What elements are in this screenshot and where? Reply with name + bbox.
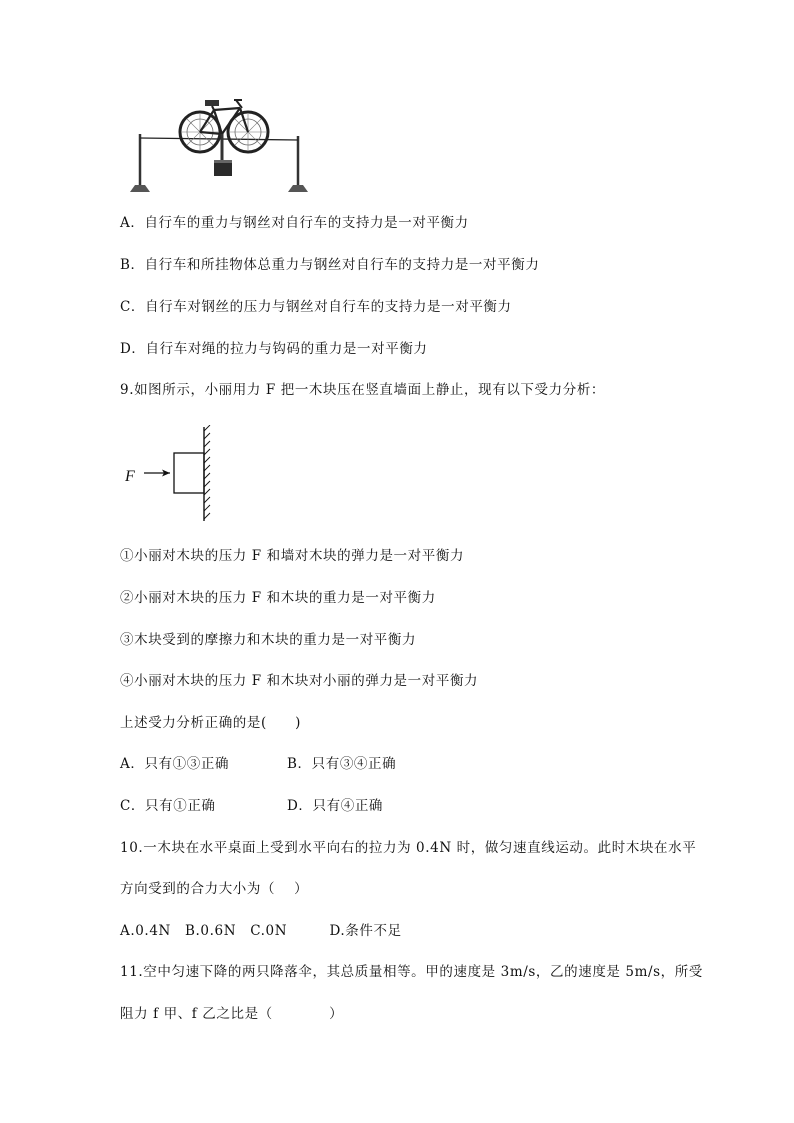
q9-stem: 9.如图所示，小丽用力 F 把一木块压在竖直墙面上静止，现有以下受力分析： — [120, 382, 606, 398]
q10-options: A.0.4N B.0.6N C.0N D.条件不足 — [120, 923, 402, 939]
bicycle-on-wire-figure — [122, 94, 322, 196]
q9-option-a: A．只有①③正确 — [120, 756, 230, 772]
force-label: F — [125, 468, 135, 485]
q8-option-b: B．自行车和所挂物体总重力与钢丝对自行车的支持力是一对平衡力 — [120, 257, 540, 273]
q9-statement-4: ④小丽对木块的压力 F 和木块对小丽的弹力是一对平衡力 — [120, 673, 479, 689]
q8-option-c: C．自行车对钢丝的压力与钢丝对自行车的支持力是一对平衡力 — [120, 299, 512, 315]
q9-statement-2: ②小丽对木块的压力 F 和木块的重力是一对平衡力 — [120, 590, 436, 606]
q9-prompt: 上述受力分析正确的是( ) — [120, 715, 301, 731]
q9-option-c: C．只有①正确 — [120, 798, 216, 814]
q8-option-d: D．自行车对绳的拉力与钩码的重力是一对平衡力 — [120, 341, 428, 357]
q10-stem-line2: 方向受到的合力大小为（ ） — [120, 881, 309, 897]
q9-option-d: D．只有④正确 — [287, 798, 384, 814]
q8-option-a: A．自行车的重力与钢丝对自行车的支持力是一对平衡力 — [120, 215, 469, 231]
q9-statement-1: ①小丽对木块的压力 F 和墙对木块的弹力是一对平衡力 — [120, 548, 465, 564]
q11-stem-line2: 阻力 f 甲、f 乙之比是（ ） — [120, 1006, 344, 1022]
q11-stem-line1: 11.空中匀速下降的两只降落伞，其总质量相等。甲的速度是 3m/s，乙的速度是 5m/s，所受 — [120, 964, 703, 980]
q9-option-b: B．只有③④正确 — [287, 756, 397, 772]
q10-stem-line1: 10.一木块在水平桌面上受到水平向右的拉力为 0.4N 时，做匀速直线运动。此时木块在水平 — [120, 840, 697, 856]
block-against-wall-figure — [120, 425, 230, 525]
q9-statement-3: ③木块受到的摩擦力和木块的重力是一对平衡力 — [120, 632, 417, 648]
